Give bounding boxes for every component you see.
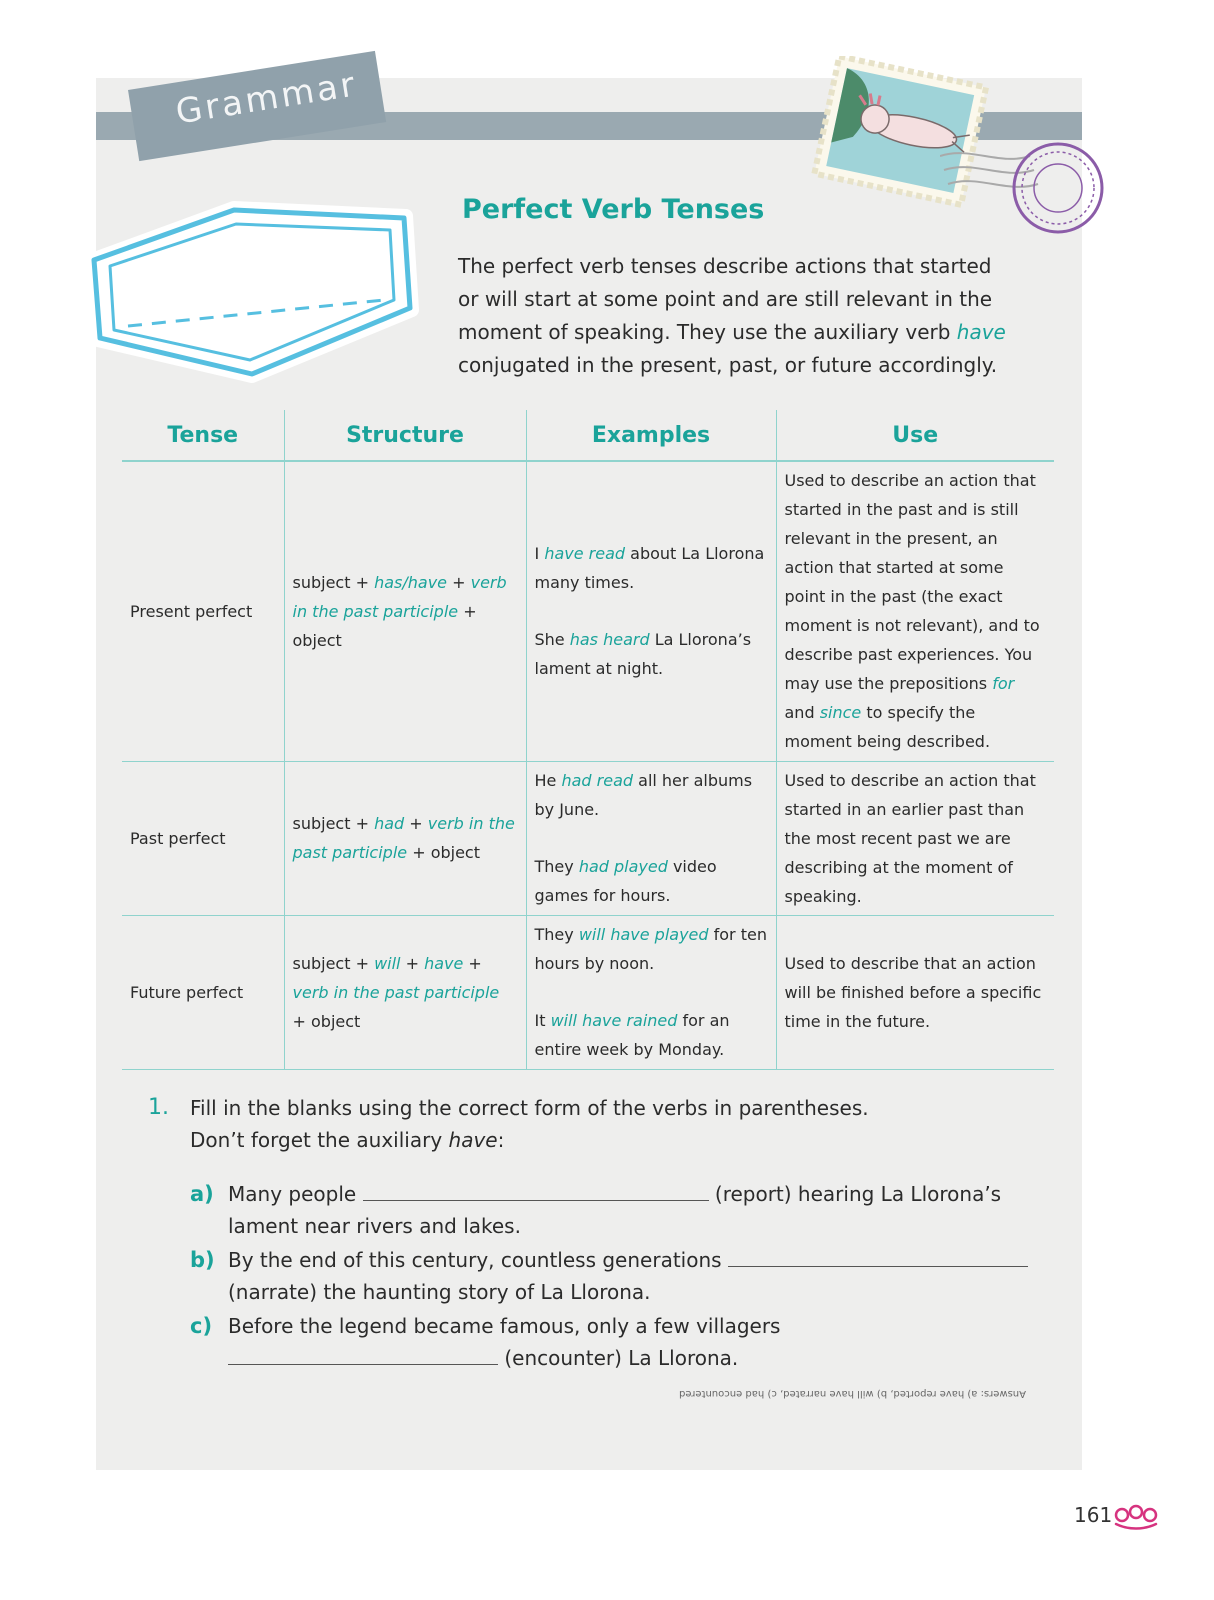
item-text-after: (report) hearing La Llorona’s lament near rivers and lakes. — [228, 1182, 1002, 1238]
hexagon-frame-icon — [84, 200, 424, 390]
spacer — [535, 978, 768, 1006]
item-text — [228, 1244, 1048, 1308]
example-text: He — [534, 771, 562, 790]
answer-blank-b[interactable] — [728, 1248, 1028, 1267]
use-preposition: since — [819, 703, 862, 723]
example-sentence — [535, 920, 768, 978]
example-text: all her albums by June. — [534, 771, 753, 819]
publisher-logo-icon — [1112, 1500, 1160, 1530]
structure-aux: will — [374, 953, 401, 973]
answer-blank-c[interactable] — [228, 1346, 498, 1365]
instruction-line: Fill in the blanks using the correct form of the verbs in parentheses. — [190, 1096, 869, 1120]
intro-paragraph — [458, 250, 1018, 382]
item-letter: a) — [190, 1182, 214, 1206]
example-text: for ten hours by noon. — [534, 925, 767, 973]
postmark-icon — [940, 126, 1110, 246]
column-header-tense: Tense — [122, 410, 284, 461]
examples-cell — [526, 761, 776, 915]
instruction-line — [190, 1124, 990, 1156]
example-sentence — [535, 539, 768, 597]
example-text: about La Llorona many times. — [534, 544, 765, 593]
structure-verb: verb in the past participle — [292, 982, 500, 1002]
structure-cell — [284, 915, 526, 1069]
intro-highlight: have — [956, 320, 1006, 344]
example-text: She — [534, 630, 570, 650]
structure-cell — [284, 761, 526, 915]
example-sentence — [535, 625, 768, 683]
item-text — [228, 1310, 1048, 1374]
example-text: for an entire week by Monday. — [534, 1011, 730, 1059]
example-text: They — [534, 925, 579, 944]
example-verb: will have played — [578, 925, 709, 944]
instruction-text: : — [497, 1128, 505, 1152]
structure-aux: has/have — [374, 572, 448, 592]
structure-verb: verb in the past participle — [292, 814, 515, 862]
exercise-number: 1. — [148, 1095, 169, 1120]
table-row-future-perfect — [122, 915, 1054, 1069]
section-label: Grammar — [173, 64, 361, 133]
spacer — [535, 824, 768, 852]
item-text-after: (encounter) La Llorona. — [498, 1346, 739, 1370]
use-text: and — [784, 703, 820, 723]
structure-text: + object — [292, 601, 477, 650]
item-text-before: Many people — [228, 1182, 363, 1206]
answer-blank-a[interactable] — [363, 1182, 709, 1201]
instruction-text: Don’t forget the auxiliary — [190, 1128, 449, 1152]
examples-cell — [526, 915, 776, 1069]
structure-text: + — [404, 814, 428, 833]
structure-text: + — [400, 953, 425, 973]
example-text: video games for hours. — [534, 857, 717, 905]
structure-text: subject + — [292, 572, 375, 592]
exercise-instructions — [190, 1092, 990, 1156]
perfect-tenses-table — [122, 410, 1054, 1070]
use-cell — [776, 461, 1054, 761]
spacer — [535, 597, 768, 625]
example-verb: have read — [544, 544, 626, 564]
answer-key: Answers: a) have reported, b) will have narrated, c) had encountered — [679, 1388, 1026, 1399]
page-title: Perfect Verb Tenses — [462, 194, 765, 225]
use-text: to specify the moment being described. — [784, 703, 991, 752]
structure-text: subject + — [292, 953, 375, 973]
intro-text-end: conjugated in the present, past, or future accordingly. — [458, 353, 998, 377]
structure-cell — [284, 461, 526, 761]
item-text-after: (narrate) the haunting story of La Llorona. — [228, 1280, 651, 1304]
structure-text: + object — [407, 843, 480, 862]
intro-text: The perfect verb tenses describe actions that started or will start at some point and are still relevant in the moment of speaking. They use the auxiliary verb — [458, 254, 993, 344]
structure-text: + — [463, 953, 482, 973]
example-text: It — [534, 1011, 551, 1030]
structure-aux: had — [374, 814, 405, 833]
tense-cell: Future perfect — [122, 915, 284, 1069]
column-header-examples: Examples — [526, 410, 776, 461]
structure-verb: verb in the past participle — [292, 572, 507, 621]
column-header-use: Use — [776, 410, 1054, 461]
page-number: 161 — [1074, 1503, 1113, 1527]
tense-cell: Past perfect — [122, 761, 284, 915]
item-text — [228, 1178, 1048, 1242]
example-verb: will have rained — [550, 1011, 678, 1030]
use-cell: Used to describe that an action will be finished before a specific time in the future. — [776, 915, 1054, 1069]
example-verb: had played — [578, 857, 668, 876]
example-sentence — [535, 1006, 768, 1064]
tense-cell: Present perfect — [122, 461, 284, 761]
structure-text: + object — [292, 1011, 361, 1031]
use-text: Used to describe an action that started in the past and is still relevant in the present, an action that started at some point in the past (the exact moment is not relevant), and to describe past experiences. You may use the prepositions — [784, 471, 1040, 694]
example-verb: has heard — [569, 630, 650, 650]
structure-text: subject + — [292, 814, 375, 833]
item-letter: c) — [190, 1314, 213, 1338]
use-preposition: for — [992, 674, 1015, 694]
table-row-past-perfect — [122, 761, 1054, 915]
example-text: La Llorona’s lament at night. — [534, 630, 752, 679]
example-text: I — [534, 544, 545, 564]
example-sentence — [535, 852, 768, 910]
example-sentence — [535, 766, 768, 824]
item-text-before: By the end of this century, countless generations — [228, 1248, 728, 1272]
structure-aux: have — [424, 953, 464, 973]
column-header-structure: Structure — [284, 410, 526, 461]
use-cell: Used to describe an action that started in an earlier past than the most recent past we are describing at the moment of speaking. — [776, 761, 1054, 915]
item-text-before: Before the legend became famous, only a few villagers — [228, 1314, 781, 1338]
example-verb: had read — [561, 771, 634, 790]
example-text: They — [534, 857, 579, 876]
structure-text: + — [447, 572, 471, 592]
instruction-emphasis: have — [448, 1128, 498, 1152]
examples-cell — [526, 461, 776, 761]
table-header-row — [122, 410, 1054, 461]
table-row-present-perfect — [122, 461, 1054, 761]
item-letter: b) — [190, 1248, 215, 1272]
